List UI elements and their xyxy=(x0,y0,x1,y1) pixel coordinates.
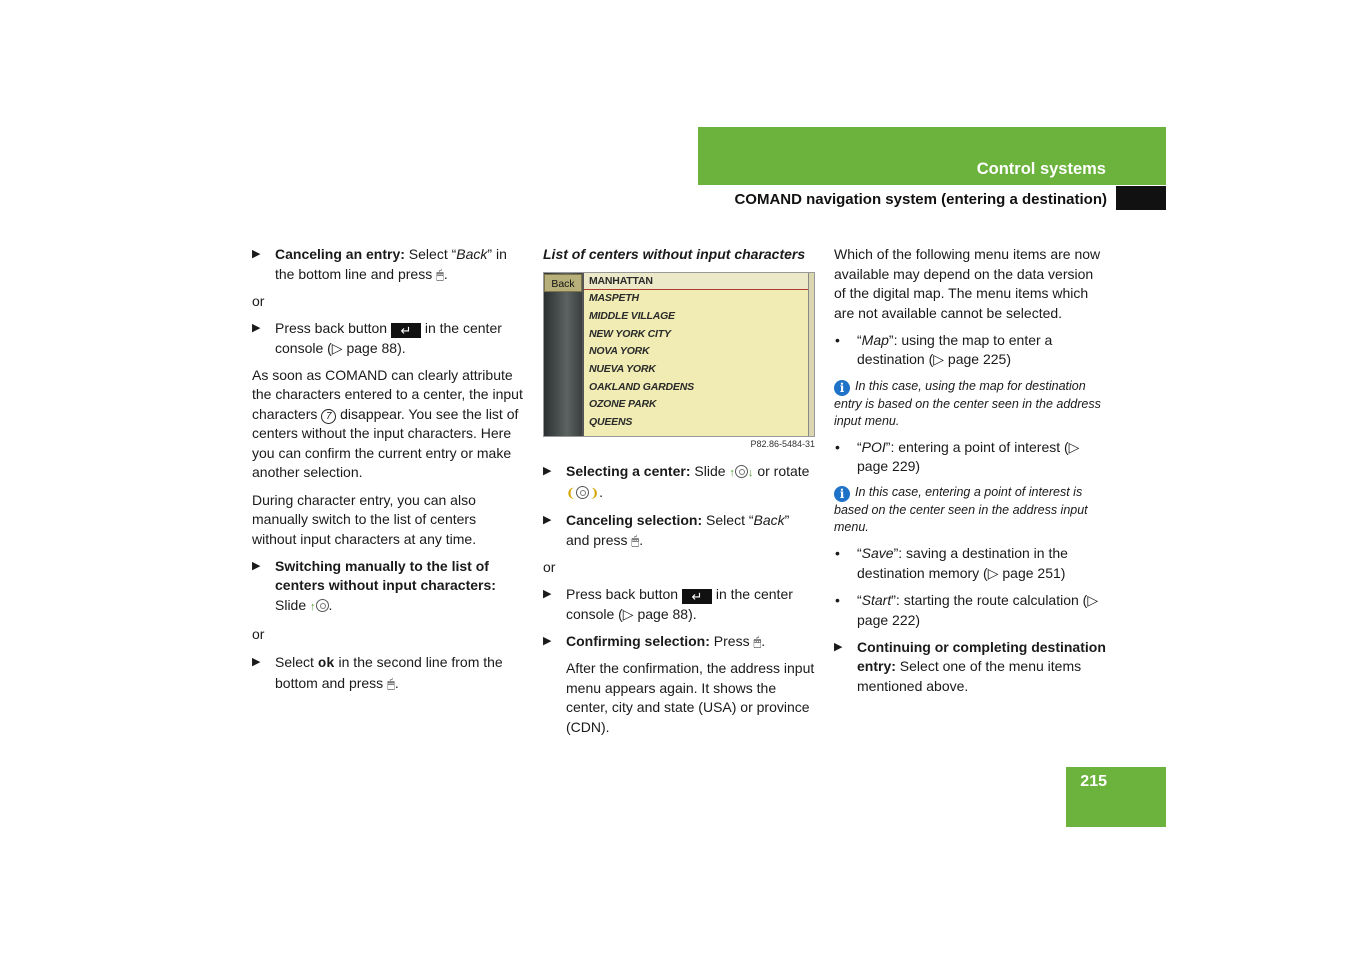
step-label: Canceling selection: xyxy=(566,512,703,529)
step-label: Confirming selection: xyxy=(566,633,710,650)
text: ” in the bottom line and press xyxy=(275,246,507,282)
comand-screen-image xyxy=(543,272,815,437)
ok-label: ok xyxy=(317,655,335,672)
screen-list-row: OAKLAND GARDENS xyxy=(589,380,694,393)
text: ” and press xyxy=(566,512,790,548)
screen-list-row: NEW YORK CITY xyxy=(589,327,671,340)
text: in the center console (▷ page 88). xyxy=(275,320,502,356)
text: ”: starting the route calculation (▷ page 222) xyxy=(857,592,1099,628)
text: ”: using the map to enter a destination (▷ page 225) xyxy=(857,331,1053,368)
triangle-right-icon: ▶ xyxy=(543,514,552,527)
info-icon: i xyxy=(834,380,850,396)
screen-center-list xyxy=(582,273,810,437)
triangle-right-icon: ▶ xyxy=(543,635,552,648)
text: Slide xyxy=(690,462,726,479)
text: in the second line from the bottom and press xyxy=(275,653,503,692)
triangle-right-icon: ▶ xyxy=(252,322,261,335)
press-knob-icon: 🖱 xyxy=(436,266,444,282)
step-label: Selecting a center: xyxy=(566,462,691,479)
menu-item-name: Save xyxy=(861,545,894,562)
text: in the center console (▷ page 88). xyxy=(566,586,793,622)
or-text: or xyxy=(543,559,556,576)
back-button-icon: ↵ xyxy=(391,323,421,338)
text: Select one of the menu items mentioned above. xyxy=(857,658,1082,694)
info-note xyxy=(834,378,1108,430)
triangle-right-icon: ▶ xyxy=(252,655,261,668)
paragraph: During character entry, you can also manually switch to the list of centers without input characters at any time. xyxy=(252,491,477,547)
info-note xyxy=(834,484,1108,536)
step-cancel-entry: ▶ Canceling an entry: Select “Back” in the bottom line and press 🖱. xyxy=(252,245,524,284)
step-label: Switching manually to the list of centers without input characters: xyxy=(275,557,496,594)
step-switch-manually: ▶ Switching manually to the list of centers without input characters: Slide ↑ . xyxy=(252,557,496,613)
rotate-left-icon: ❨ xyxy=(566,486,577,500)
step-continue-entry xyxy=(834,638,1108,697)
bullet-icon: • xyxy=(835,545,840,562)
step-confirm-selection: ▶ Confirming selection: Press 🖱. xyxy=(543,632,815,652)
screen-list-row: QUEENS xyxy=(589,416,633,428)
text: Press xyxy=(709,633,750,650)
text: ”: entering a point of interest (▷ page 229) xyxy=(857,438,1080,475)
text: disappear. You see the list of centers without the input characters. Here you can confirm the current entry or make another selection. xyxy=(252,405,519,481)
text: ”: saving a destination in the destination memory (▷ page 251) xyxy=(857,545,1068,581)
step-press-back xyxy=(543,585,815,624)
or-text: or xyxy=(252,626,265,643)
figure-caption: List of centers without input characters xyxy=(543,246,806,262)
press-knob-icon: 🖱 xyxy=(753,634,762,650)
triangle-right-icon: ▶ xyxy=(834,640,843,653)
slide-up-arrow-icon: ↑ xyxy=(729,466,735,479)
text: Press back button xyxy=(566,586,679,603)
press-knob-icon: 🖱 xyxy=(631,532,640,548)
list-item: • “Start”: starting the route calculation (▷ page 222) xyxy=(835,592,1099,628)
column-1 xyxy=(252,245,524,701)
menu-item-name: Map xyxy=(861,331,889,348)
callout-number: 7 xyxy=(321,409,336,424)
triangle-right-icon: ▶ xyxy=(252,559,261,572)
step-select-ok: ▶ Select ok in the second line from the bottom and press 🖱. xyxy=(252,653,524,694)
screen-scrollbar xyxy=(808,273,814,437)
paragraph: Which of the following menu items are now available may depend on the data version of the digital map. The menu items which are not available cannot be selected. xyxy=(834,246,1101,321)
text: Press back button xyxy=(275,320,388,337)
text: As soon as COMAND can clearly attribute the characters entered to a center, the input characters xyxy=(252,366,523,422)
slide-knob-icon xyxy=(316,599,329,612)
bullet-icon: • xyxy=(835,331,840,348)
text: Select “ xyxy=(404,246,457,262)
header-tab-marker xyxy=(1116,186,1166,210)
rotate-knob-icon xyxy=(576,486,589,499)
screen-list-row: MIDDLE VILLAGE xyxy=(589,309,675,322)
confirm-description: After the confirmation, the address input menu appears again. It shows the center, city and state (USA) or province (CDN). xyxy=(566,660,815,735)
slide-down-arrow-icon: ↓ xyxy=(747,466,754,479)
slide-up-arrow-icon: ↑ xyxy=(310,600,316,613)
back-button-icon: ↵ xyxy=(682,589,712,604)
page-number: 215 xyxy=(1080,773,1107,790)
text: or rotate xyxy=(757,462,810,479)
screen-list-row: MASPETH xyxy=(589,292,639,305)
press-knob-icon: 🖱 xyxy=(387,676,395,692)
text: Select xyxy=(275,653,314,670)
list-item: • “Map”: using the map to enter a destination (▷ page 225) xyxy=(835,331,1053,368)
list-item: • “Save”: saving a destination in the destination memory (▷ page 251) xyxy=(835,545,1068,581)
screen-list-row: MANHATTAN xyxy=(584,273,810,291)
menu-item-name: POI xyxy=(861,438,886,455)
text: Slide xyxy=(275,596,307,613)
slide-knob-icon xyxy=(735,465,748,478)
screen-list-row: OZONE PARK xyxy=(589,398,657,411)
menu-item-name: Start xyxy=(861,592,892,609)
text: Select “ xyxy=(702,512,754,529)
screen-back-button: Back xyxy=(544,274,582,292)
bullet-icon: • xyxy=(835,592,840,609)
rotate-right-icon: ❩ xyxy=(589,486,600,500)
figure-code: P82.86-5484-31 xyxy=(750,438,815,449)
step-select-center: ▶ Selecting a center: Slide ↑ ↓ or rotate ❨ ❩. xyxy=(543,462,810,500)
subsection-title: COMAND navigation system (entering a destination) xyxy=(734,191,1107,208)
section-title: Control systems xyxy=(976,160,1106,178)
screen-list-row: NUEVA YORK xyxy=(589,362,656,375)
step-cancel-selection: ▶ Canceling selection: Select “Back” and press 🖱. xyxy=(543,511,815,550)
note-text: In this case, using the map for destination entry is based on the center seen in the address input menu. xyxy=(834,378,1101,428)
or-text: or xyxy=(252,292,265,309)
step-label: Continuing or completing destination entry: xyxy=(857,638,1106,675)
column-2 xyxy=(543,245,815,745)
triangle-right-icon: ▶ xyxy=(252,248,261,260)
screen-left-panel xyxy=(544,273,582,437)
list-item: • “POI”: entering a point of interest (▷ page 229) xyxy=(835,438,1080,475)
bullet-icon: • xyxy=(835,438,840,455)
triangle-right-icon: ▶ xyxy=(543,464,552,477)
menu-item-name: Back xyxy=(456,246,488,262)
column-3 xyxy=(834,245,1108,704)
step-label: Canceling an entry: xyxy=(275,246,405,262)
menu-item-name: Back xyxy=(753,512,785,529)
step-press-back xyxy=(252,319,524,358)
paragraph xyxy=(252,366,524,483)
screen-list-row: NOVA YORK xyxy=(589,345,650,358)
info-icon: i xyxy=(834,486,850,502)
note-text: In this case, entering a point of interest is based on the center seen in the address input menu. xyxy=(834,485,1088,535)
triangle-right-icon: ▶ xyxy=(543,588,552,601)
